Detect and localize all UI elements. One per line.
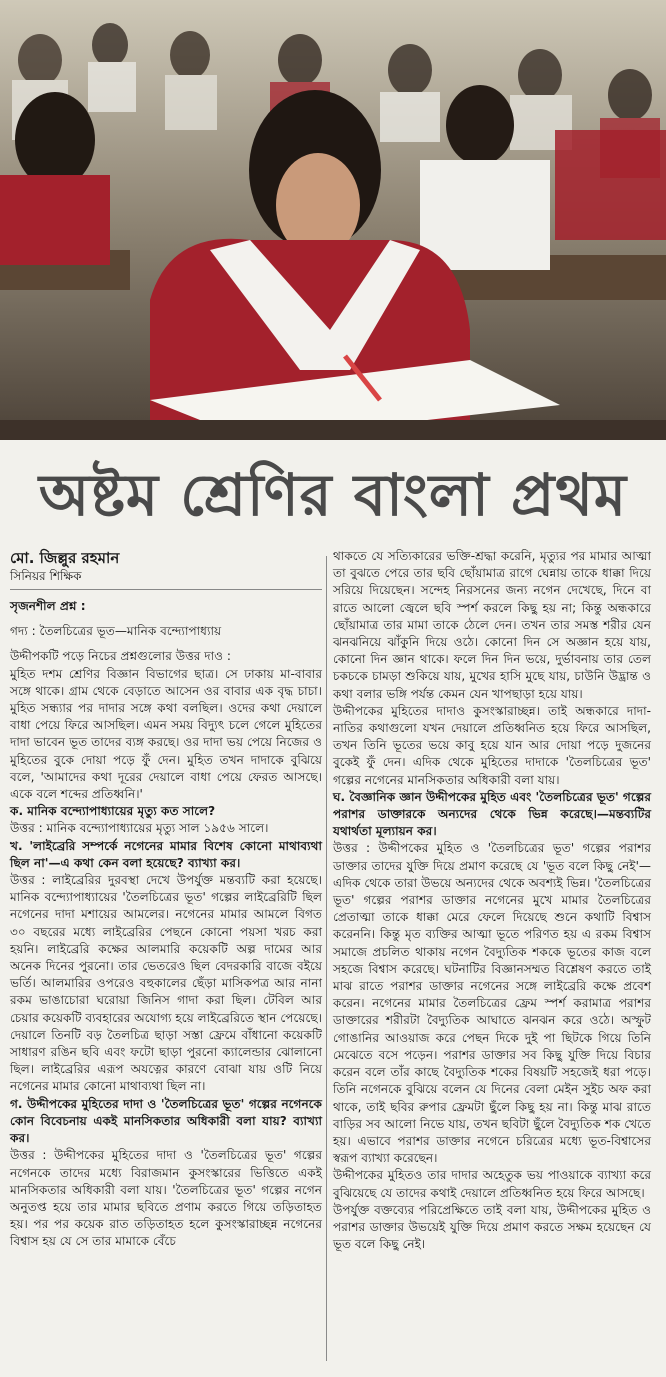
author-role: সিনিয়র শিক্ষিক	[10, 569, 82, 583]
answer-gha-paragraph-3: উপর্যুক্ত বক্তব্যের পরিপ্রেক্ষিতে তাই বলা যায়, উদ্দীপকের মুহিত ও পরাশর ডাক্তার উভয়েই যুক্তি দিয়ে প্রমাণ করতে সক্ষম হয়েছেন যে ভূত বলে কিছু নেই।	[333, 1202, 651, 1252]
byline	[10, 548, 322, 590]
answer-ka: উত্তর : মানিক বন্দ্যোপাধ্যায়ের মৃত্যু সাল ১৯৫৬ সালে।	[10, 821, 269, 836]
section-heading: সৃজনশীল প্রশ্ন :	[10, 599, 86, 613]
question-ga: গ. উদ্দীপকের মুহিতের দাদা ও 'তৈলচিত্রের ভূত' গল্পের নগেনকে কোন বিবেচনায় একই মানসিকতার অধিকারী বলা যায়? ব্যাখ্যা কর।	[10, 1096, 322, 1146]
answer-gha: উত্তর : উদ্দীপকের মুহিত ও 'তৈলচিত্রের ভূত' গল্পের পরাশর ডাক্তার তাদের যুক্তি দিয়ে প্রমাণ করেছে যে 'ভূত বলে কিছু নেই'—এদিক থেকে তারা উভয়ে অন্যদের থেকে অবশ্যই ভিন্ন। 'তৈলচিত্রের ভূত' গল্পের পরাশর ডাক্তার নগেনের মুখে মামার তৈলচিত্রের প্রেতাত্মা তাকে ধাক্কা মেরে ফেলে দিয়েছে শুনে কথাটি বিশ্বাস করেননি। কিন্তু মৃত ব্যক্তির আত্মা ভূতে পরিণত হয় এ রকম বিশ্বাস সমাজে প্রচলিত থাকায় নগেন বৈদ্যুতিক শককে ভূতের কাজ বলে সহজে বিশ্বাস করেছে। ঘটনাটির বিজ্ঞানসম্মত বিশ্লেষণ করতে তাই মাঝ রাতে পরাশর ডাক্তার নগেনের সঙ্গে লাইব্রেরি কক্ষে প্রবেশ করেন। নগেনের মামার তৈলচিত্রের ফ্রেম স্পর্শ করামাত্র পরাশর ডাক্তারের শরীরটা বৈদ্যুতিক আঘাতে ঝনঝন করে ওঠে। অস্ফুট গোঙানির আওয়াজ করে পেছন দিকে দুই পা ছিটকে গিয়ে তিনি মেঝেতে বসে পড়েন। পরাশর ডাক্তার সব কিছু যুক্তি দিয়ে বিচার করেন বলে তাঁর কাছে বৈদ্যুতিক শকের বিষয়টি সহজেই ধরা পড়ে। তিনি নগেনকে বুঝিয়ে বলেন যে দিনের বেলা মেইন সুইচ অফ করা থাকে, তাই ছবির রুপার ফ্রেমটা ছুঁলে কিছু হয় না। কিন্তু মাঝ রাতে বাড়ির সব আলো নিভে যায়, তখন ছবিটা ছুঁলে বৈদ্যুতিক শক খেতে হয়। এভাবে পরাশর ডাক্তার নগেনে চরিত্রের মধ্যে ভূত-বিশ্বাসের স্বরূপ ব্যাখ্যা করেছেন।	[333, 841, 651, 1166]
answer-kha: উত্তর : লাইব্রেরির দুরবস্থা দেখে উপর্যুক্ত মন্তব্যটি করা হয়েছে। মানিক বন্দ্যোপাধ্যায়ের 'তৈলচিত্রের ভূত' গল্পের লাইব্রেরিটি ছিল নগেনের দাদা মশায়ের আমলের। নগেনের মামার আমলে বিগত ৩০ বছরের মধ্যে লাইব্রেরির পেছনে কোনো পয়সা খরচ করা হয়নি। লাইব্রেরি কক্ষের আলমারি কয়েকটি অল্প দামের আর অনেক দিনের পুরনো। তার ভেতরেও ছিল বেদরকারি বাজে বইয়ে ভর্তি। আলমারির ওপরেও বহুকালের ছেঁড়া মাসিকপত্র আর নানা রকম ভাঙাচোরা ঘরোয়া জিনিস গাদা করা ছিল। টেবিল আর চেয়ার কয়েকটি ব্যবহারের অযোগ্য হয়ে লাইব্রেরিতে স্থান পেয়েছে। দেয়ালে তিনটি বড় তৈলচিত্র ছাড়া সস্তা ফ্রেমে বাঁধানো কয়েকটি সাধারণ রঙিন ছবি এবং ফটো ছাড়া পুরনো ক্যালেন্ডার ঝোলানো ছিল। লাইব্রেরির এরূপ অযত্নের কারণে বোঝা যায় ওটি নিয়ে নগেনের মামার কোনো মাথাব্যথা ছিল না।	[10, 873, 322, 1094]
question-ka: ক. মানিক বন্দ্যোপাধ্যায়ের মৃত্যু কত সালে?	[10, 804, 216, 819]
answer-ga-paragraph-2: উদ্দীপকের মুহিতের দাদাও কুসংস্কারাচ্ছন্ন। তাই অন্ধকারে দাদা-নাতির কথাগুলো যখন দেয়ালে প্রতিধ্বনিত হয়ে ফিরে আসছিল, তখন তিনি ভূতের ভয়ে কাবু হয়ে যান আর দোয়া পড়ে দুজনের বুকেই ফুঁ দেন। এদিক থেকে মুহিতের দাদাকে 'তৈলচিত্রের ভূত' গল্পের নগেনের মানসিকতার অধিকারী বলা যায়।	[333, 703, 651, 787]
column-divider	[326, 556, 327, 1361]
exam-hall-photo	[0, 0, 666, 440]
instruction-text: উদ্দীপকটি পড়ে নিচের প্রশ্নগুলোর উত্তর দাও :	[10, 649, 231, 664]
answer-ga-continued: থাকতে যে সত্যিকারের ভক্তি-শ্রদ্ধা করেনি, মৃত্যুর পর মামার আত্মা তা বুঝতে পেরে তার ছবি ছোঁয়ামাত্র রাগে ঘেন্নায় তাকে ধাক্কা দিয়ে সরিয়ে দিয়েছেন। সন্দেহ নিরসনের জন্য নগেন দেখেছে, দিনে বা রাতে আলো জ্বেলে ছবি স্পর্শ করলে কিছু হয় না; কিন্তু অন্ধকারে ছোঁয়ামাত্র তার মামা তাকে ঠেলে দেন। তখন তার সমস্ত শরীর যেন ঝনঝনিয়ে ঝাঁকুনি দিয়ে ওঠে। কোনো দিন সে অজ্ঞান হয়ে যায়, কোনো দিন জ্ঞান থাকে। ফলে দিন দিন ভয়ে, দুর্ভাবনায় তার তেল চকচকে চামড়া শুকিয়ে যায়, মুখের হাসি মুছে যায়, চাউনি উদ্ভ্রান্ত ও কথা বলার ভঙ্গি পর্যন্ত কেমন যেন খাপছাড়া হয়ে যায়।	[333, 549, 651, 701]
headline: অষ্টম শ্রেণির বাংলা প্রথম	[38, 461, 628, 529]
students-exam-image	[0, 0, 666, 440]
question-kha: খ. 'লাইব্রেরি সম্পর্কে নগেনের মামার বিশেষ কোনো মাথাব্যথা ছিল না'—এ কথা কেন বলা হয়েছে? ব্যাখ্যা কর।	[10, 838, 322, 870]
right-column	[333, 548, 651, 1253]
author-name: মো. জিল্লুর রহমান	[10, 549, 120, 567]
source-text: গদ্য : তৈলচিত্রের ভূত—মানিক বন্দ্যোপাধ্যায়	[10, 624, 222, 639]
answer-gha-paragraph-2: উদ্দীপকের মুহিতও তার দাদার অহেতুক ভয় পাওয়াকে ব্যাখ্যা করে বুঝিয়েছে যে তাদের কথাই দেয়ালে প্রতিধ্বনিত হয়ে ফিরে আসছে।	[333, 1168, 651, 1200]
stimulus-paragraph: মুহিত দশম শ্রেণির বিজ্ঞান বিভাগের ছাত্র। সে ঢাকায় মা-বাবার সঙ্গে থাকে। গ্রাম থেকে বেড়াতে আসেন ওর বাবার এক বৃদ্ধ চাচা। মুহিত সন্ধ্যার পর দাদার সঙ্গে কথা বলছিল। ওদের কথা দেয়ালে বাধা পেয়ে ফিরে আসছিল। এমন সময় বিদ্যুৎ চলে গেলে মুহিতের দাদা ভাবেন ভূত তাদের ব্যঙ্গ করছে। ওর দাদা ভয় পেয়ে নিজের ও মুহিতের বুকে দোয়া পড়ে ফুঁ দেন। মুহিত তখন দাদাকে বুঝিয়ে বলে, 'আমাদের কথা দূরের দেয়ালে বাধা পেয়ে ফেরত আসছে। একে বলে শব্দের প্রতিধ্বনি।'	[10, 666, 322, 802]
left-column	[10, 548, 322, 1251]
question-gha: ঘ. বৈজ্ঞানিক জ্ঞান উদ্দীপকের মুহিত এবং 'তৈলচিত্রের ভূত' গল্পের পরাশর ডাক্তারকে অন্যদের থেকে ভিন্ন করেছে।—মন্তব্যটির যথার্থতা মূল্যায়ন কর।	[333, 789, 651, 839]
answer-ga: উত্তর : উদ্দীপকের মুহিতের দাদা ও 'তৈলচিত্রের ভূত' গল্পের নগেনকে তাদের মধ্যে বিরাজমান কুসংস্কারের ভিত্তিতে একই মানসিকতার অধিকারী বলা যায়। 'তৈলচিত্রের ভূত' গল্পের নগেন অনুতপ্ত হয়ে তার মামার ছবিতে প্রণাম করতে গিয়ে তড়িতাহত হয়। পর পর কয়েক রাত তড়িতাহত হলে কুসংস্কারাচ্ছন্ন নগেনের বিশ্বাস হয় যে সে তার মামাকে বেঁচে	[10, 1148, 322, 1249]
